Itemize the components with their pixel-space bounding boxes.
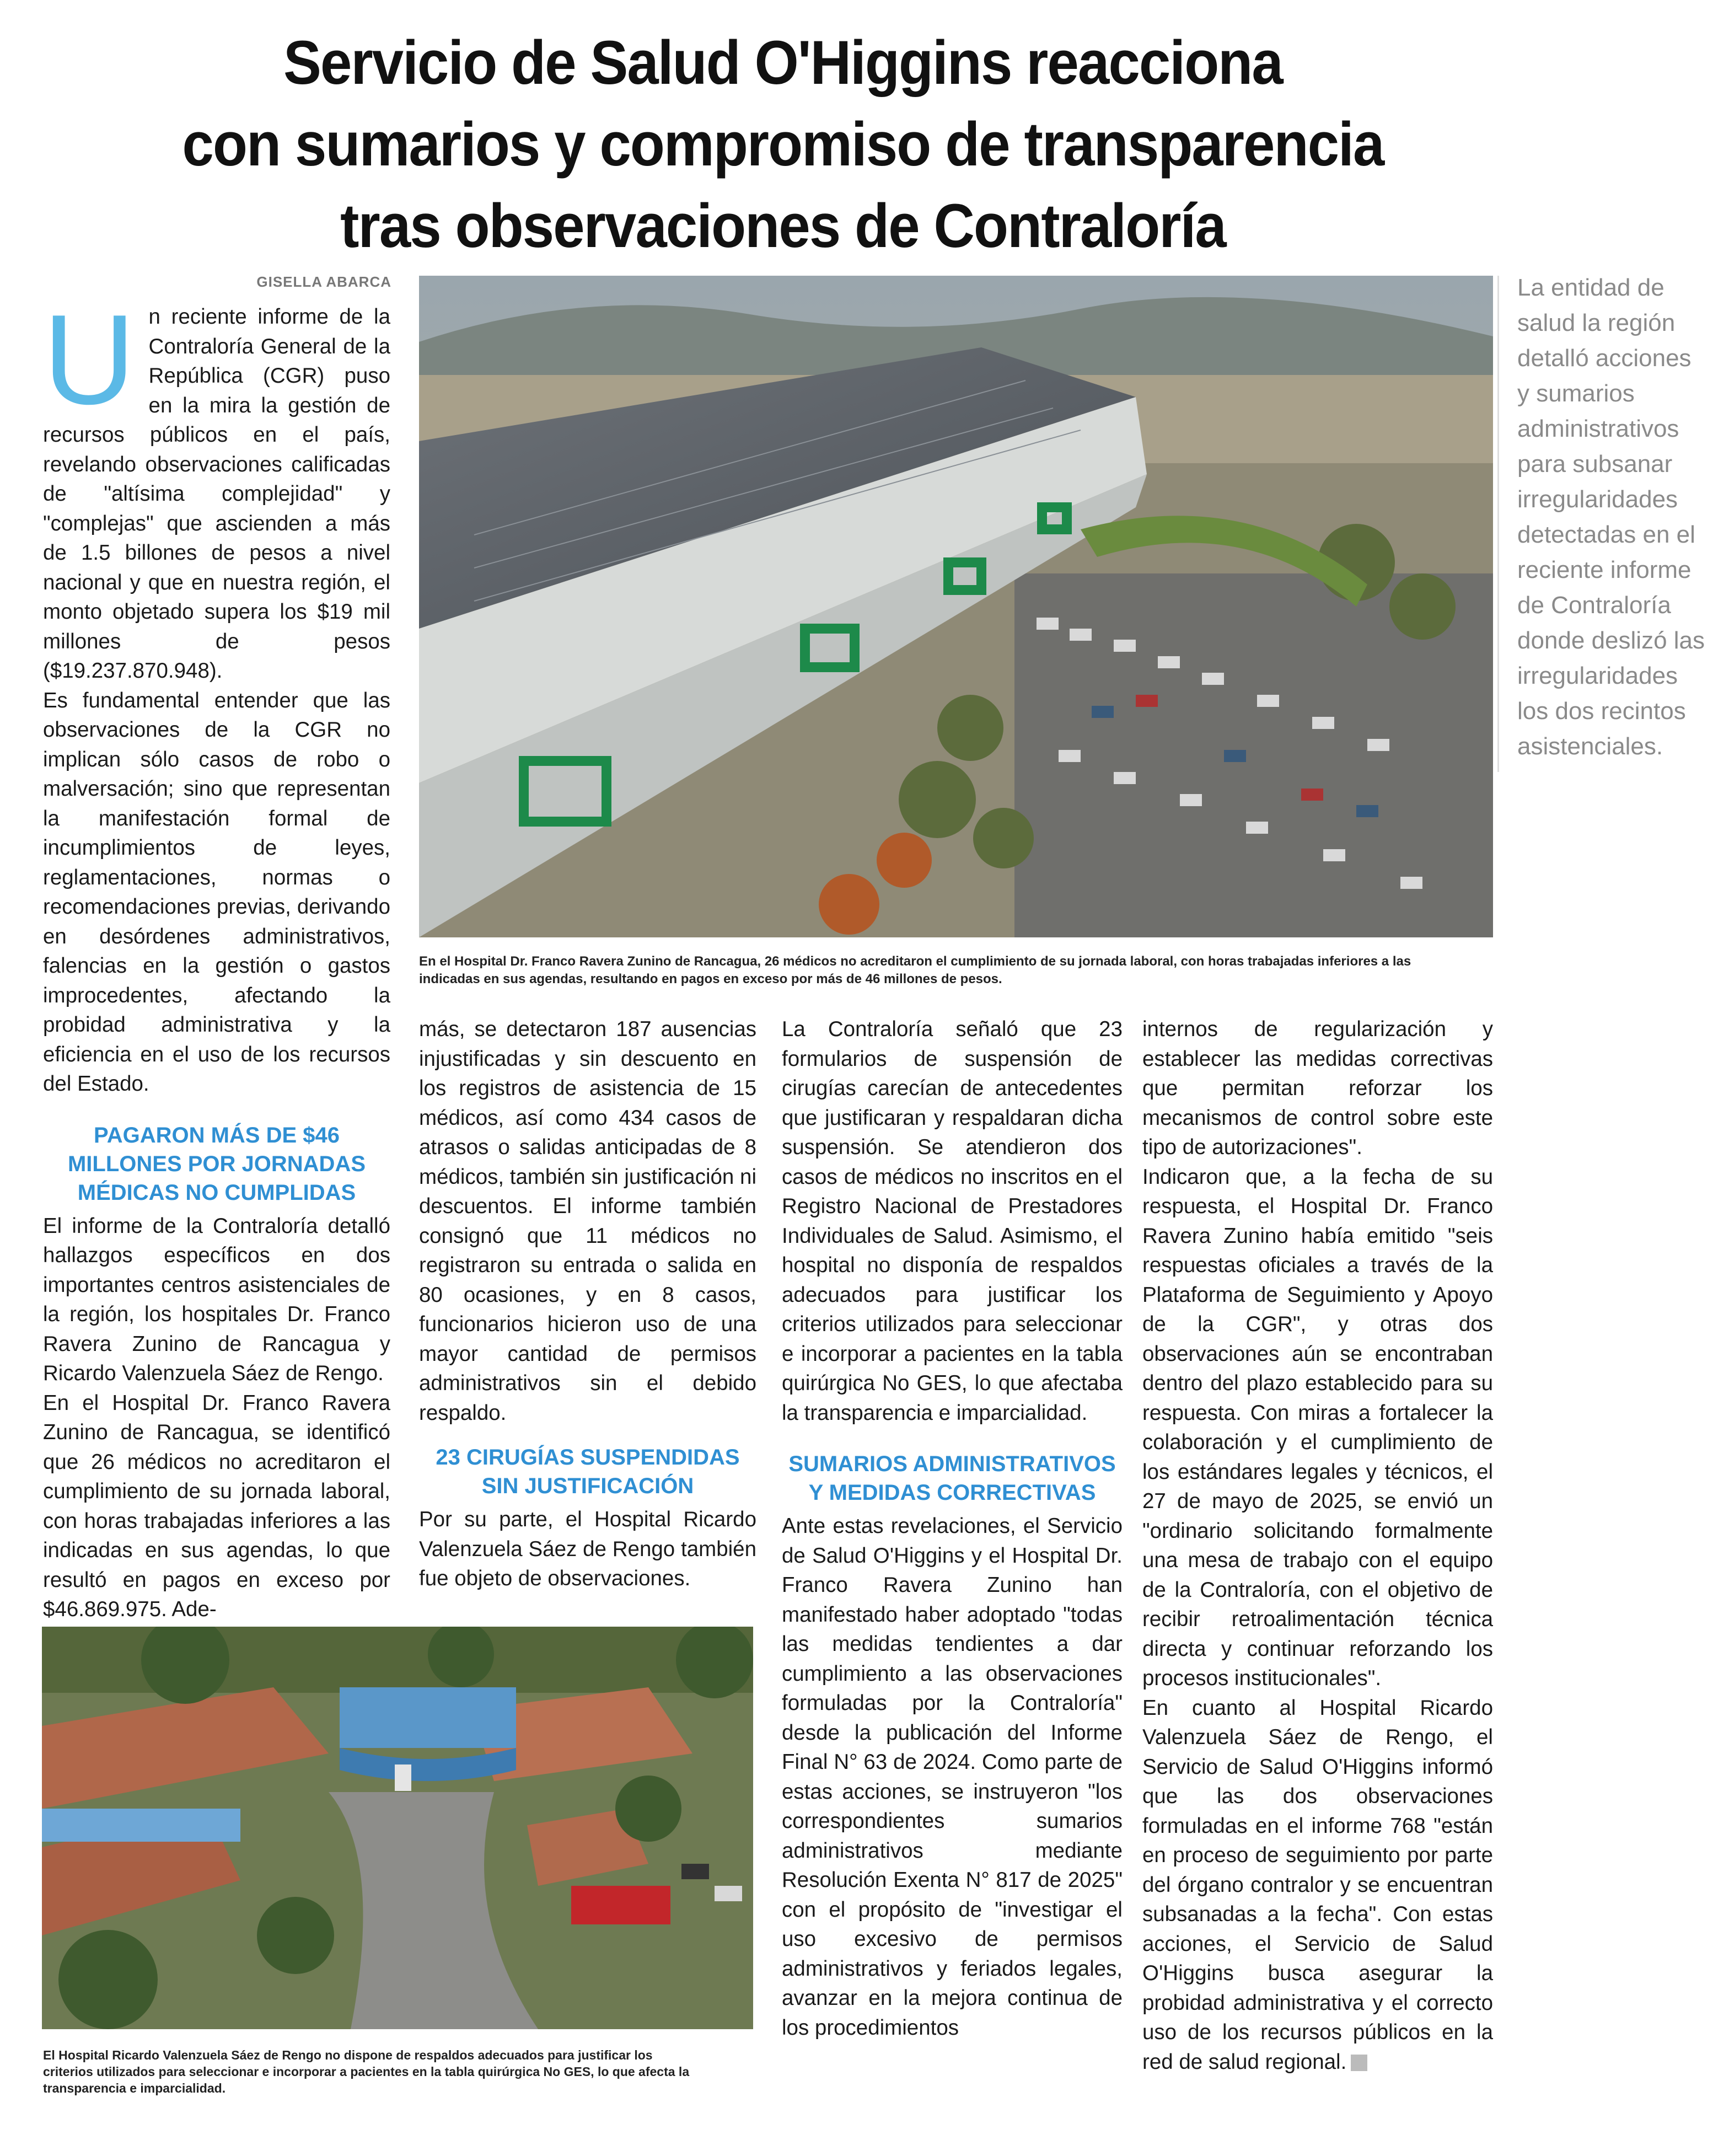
paragraph: La Contraloría señaló que 23 formularios de suspensión de cirugías carecían de antecedentes que justificaran y respaldaran dicha suspensión. Se atendieron dos casos de médicos no inscritos en el Registro Nacional de Prestadores Individuales de Salud. Asimismo, el hospital no disponía de respaldos adecuados para justificar los criterios utilizados para seleccionar e incorporar a pacientes en la tabla quirúrgica No GES, lo que afectaba la transparencia e imparcialidad. bbox=[782, 1017, 1123, 1425]
headline-line-2: con sumarios y compromiso de transparencia bbox=[182, 110, 1384, 179]
column-3 bbox=[782, 1015, 1123, 2042]
paragraph: Indicaron que, a la fecha de su respuesta, el Hospital Dr. Franco Ravera Zunino había emitido "seis respuestas oficiales a través de la Plataforma de Seguimiento y Apoyo de la CGR", y otras dos observaciones aún se encontraban dentro del plazo establecido para su respuesta. Con miras a fortalecer la colaboración y el cumplimiento de los estándares legales y técnicos, el 27 de mayo de 2025, se envió un "ordinario solicitando formalmente una mesa de trabajo con el equipo de la Contraloría, con el objetivo de recibir retroalimentación técnica directa y continuar reforzando los procesos institucionales". bbox=[1142, 1165, 1493, 1690]
paragraph: Ante estas revelaciones, el Servicio de Salud O'Higgins y el Hospital Dr. Franco Ravera Zunino han manifestado haber adoptado "todas las medidas tendientes a dar cumplimiento a las observaciones formuladas por la Contraloría" desde la publicación del Informe Final N° 63 de 2024. Como parte de estas acciones, se instruyeron "los correspondientes sumarios administrativos mediante Resolución Exenta N° 817 de 2025" con el propósito de "investigar el uso excesivo de permisos administrativos y feriados legales, avanzar en la mejora continua de los procedimientos bbox=[782, 1514, 1123, 2040]
sidebar-rule bbox=[1497, 276, 1499, 772]
hospital-rengo-photo bbox=[42, 1627, 753, 2029]
second-photo-caption: El Hospital Ricardo Valenzuela Sáez de Rengo no dispone de respaldos adecuados para justificar los criterios utilizados para seleccionar e incorporar a pacientes en la tabla quirúrgica No GES, lo que afecta la transparencia e imparcialidad. bbox=[43, 2048, 690, 2095]
main-photo-caption: En el Hospital Dr. Franco Ravera Zunino de Rancagua, 26 médicos no acreditaron el cumplimiento de su jornada laboral, con horas trabajadas inferiores a las indicadas en sus agendas, resultando en pagos en exceso por más de 46 millones de pesos. bbox=[419, 954, 1411, 986]
byline: GISELLA ABARCA bbox=[256, 273, 391, 290]
column-2 bbox=[419, 1015, 756, 1594]
end-mark-icon bbox=[1351, 2055, 1367, 2071]
headline bbox=[93, 22, 1473, 267]
headline-line-3: tras observaciones de Contraloría bbox=[340, 191, 1226, 260]
dropcap: U bbox=[43, 288, 136, 431]
paragraph bbox=[1142, 1693, 1493, 2077]
sidebar-quote: La entidad de salud la región detalló acciones y sumarios administrativos para subsanar irregularidades detectadas en el reciente informe de Contraloría donde deslizó las irregularidades los dos recintos asistenciales. bbox=[1517, 274, 1705, 760]
paragraph: Es fundamental entender que las observaciones de la CGR no implican sólo casos de robo o malversación; sino que representan la manifestación formal de incumplimientos de leyes, reglamentaciones, normas o recomendaciones previas, derivando en desórdenes administrativos, falencias en la gestión o gastos improcedentes, afectando la probidad administrativa y la eficiencia en el uso de los recursos del Estado. bbox=[43, 688, 390, 1096]
paragraph: más, se detectaron 187 ausencias injustificadas y sin descuento en los registros de asistencia de 15 médicos, así como 434 casos de atrasos o salidas anticipadas de 8 médicos, también sin justificación ni descuentos. El informe también consignó que 11 médicos no registraron su entrada o salida en 80 ocasiones, y en 8 casos, funcionarios hicieron uso de una mayor cantidad de permisos administrativos sin el debido respaldo. bbox=[419, 1017, 756, 1425]
paragraph: Por su parte, el Hospital Ricardo Valenzuela Sáez de Rengo también fue objeto de observaciones. bbox=[419, 1508, 756, 1590]
paragraph: El informe de la Contraloría detalló hallazgos específicos en dos importantes centros asistenciales de la región, los hospitales Dr. Franco Ravera Zunino de Rancagua y Ricardo Valenzuela Sáez de Rengo. bbox=[43, 1214, 390, 1385]
headline-line-1: Servicio de Salud O'Higgins reacciona bbox=[283, 28, 1282, 97]
paragraph: internos de regularización y establecer las medidas correctivas que permitan reforzar los mecanismos de control sobre este tipo de autorizaciones". bbox=[1142, 1017, 1493, 1159]
paragraph: En el Hospital Dr. Franco Ravera Zunino de Rancagua, se identificó que 26 médicos no acreditaron el cumplimiento de su jornada laboral, con horas trabajadas inferiores a las indicadas en sus agendas, lo que resultó en pagos en exceso por $46.869.975. Ade- bbox=[43, 1391, 390, 1621]
column-4 bbox=[1142, 1015, 1493, 2077]
paragraph-text: En cuanto al Hospital Ricardo Valenzuela Sáez de Rengo, el Servicio de Salud O'Higgins informó que las dos observaciones formuladas en el informe 768 "están en proceso de seguimiento por parte del órgano contralor y se encuentran subsanadas a la fecha". Con estas acciones, el Servicio de Salud O'Higgins busca asegurar la probidad administrativa y el correcto uso de los recursos públicos en la red de salud regional. bbox=[1142, 1696, 1493, 2074]
column-1 bbox=[43, 288, 390, 1624]
subhead-cirugias: 23 CIRUGÍAS SUSPENDIDAS SIN JUSTIFICACIÓN bbox=[436, 1445, 740, 1498]
subhead-pagaron: PAGARON MÁS DE $46 MILLONES POR JORNADAS MÉDICAS NO CUMPLIDAS bbox=[67, 1123, 366, 1205]
subhead-sumarios: SUMARIOS ADMINISTRATIVOS Y MEDIDAS CORRECTIVAS bbox=[788, 1452, 1116, 1505]
paragraph: n reciente informe de la Contraloría General de la República (CGR) puso en la mira la gestión de recursos públicos en el país, revelando observaciones calificadas de "altísima complejidad" y "complejas" que ascienden a más de 1.5 billones de pesos a nivel nacional y que en nuestra región, el monto objetado supera los $19 mil millones de pesos ($19.237.870.948). bbox=[43, 305, 390, 683]
hospital-rancagua-photo bbox=[419, 276, 1493, 937]
